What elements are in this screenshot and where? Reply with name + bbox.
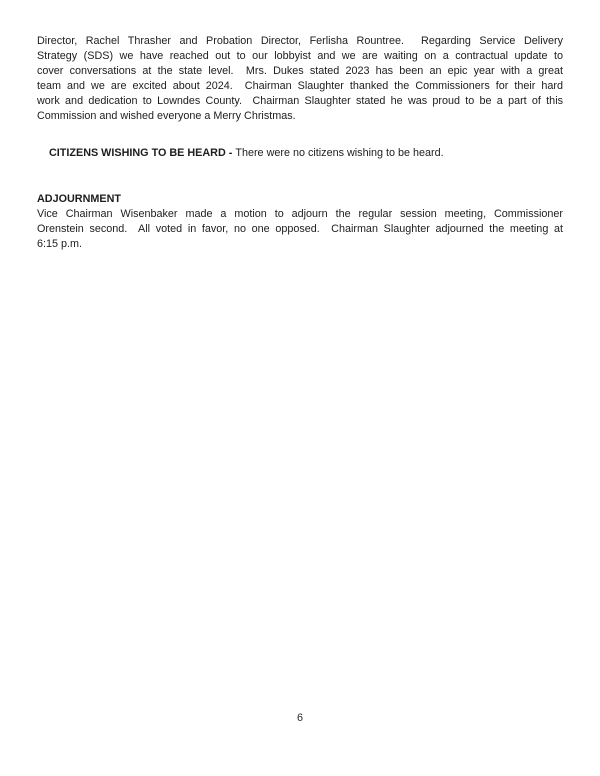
page-number: 6 <box>296 712 303 724</box>
text-line: Vice Chairman Wisenbaker made a motion to adjourn the regular session meeting, Commissioner <box>37 208 563 220</box>
citizens-heading: CITIZENS WISHING TO BE HEARD - <box>49 147 236 159</box>
adjournment-paragraph <box>37 207 563 252</box>
adjournment-heading: ADJOURNMENT <box>37 193 121 205</box>
minutes-body-paragraph <box>37 34 563 124</box>
text-line: Strategy (SDS) we have reached out to our lobbyist and we are waiting on a contractual update to <box>37 50 563 62</box>
text-line: cover conversations at the state level. Mrs. Dukes stated 2023 has been an epic year with a great <box>37 65 563 77</box>
text-line: Commission and wished everyone a Merry Christmas. <box>37 110 296 122</box>
text-line: 6:15 p.m. <box>37 238 83 250</box>
citizens-text: There were no citizens wishing to be heard. <box>235 147 444 159</box>
text-line: team and we are excited about 2024. Chairman Slaughter thanked the Commissioners for their hard <box>37 80 563 92</box>
text-line: Director, Rachel Thrasher and Probation Director, Ferlisha Rountree. Regarding Service Delivery <box>37 35 563 47</box>
text-line: work and dedication to Lowndes County. Chairman Slaughter stated he was proud to be a part of this <box>37 95 563 107</box>
citizens-wishing-to-be-heard-line <box>37 131 563 176</box>
text-line: Orenstein second. All voted in favor, no one opposed. Chairman Slaughter adjourned the meeting at <box>37 223 563 235</box>
